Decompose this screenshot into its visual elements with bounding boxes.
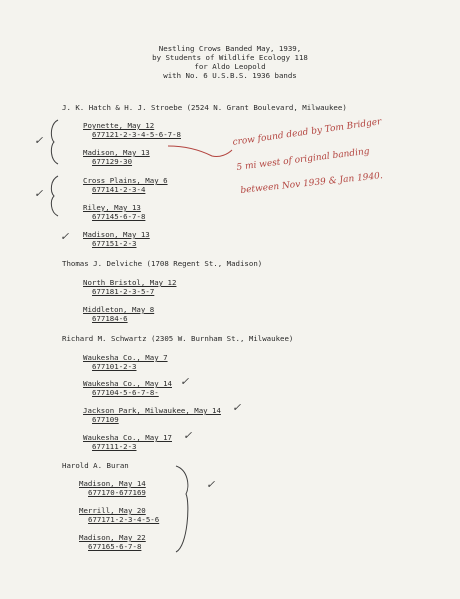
entry-place: Waukesha Co., May 7: [83, 353, 168, 362]
entry-bands: 677101-2-3: [92, 362, 137, 371]
title-line-2: by Students of Wildlife Ecology 118: [152, 53, 308, 62]
check-mark-icon: ✓: [206, 478, 216, 491]
entry-bands: 677184-6: [92, 314, 128, 323]
bracket-left-icon: [51, 120, 58, 164]
entry-bands: 677171-2-3-4-5-6: [88, 515, 160, 524]
entry-bands: 677181-2-3-5-7: [92, 287, 155, 296]
handwritten-note-line-1: crow found dead by Tom Bridger: [232, 117, 383, 148]
check-mark-icon: ✓: [60, 230, 70, 243]
entry-place: Merrill, May 20: [79, 506, 146, 515]
entry-bands: 677170-677169: [88, 488, 146, 497]
entry-place: Riley, May 13: [83, 203, 141, 212]
bander-name: Harold A. Buran: [62, 461, 129, 470]
entry-bands: 677129-30: [92, 157, 133, 166]
entry-bands: 677104-5-6-7-8-: [92, 388, 159, 397]
entry-place: Madison, May 22: [79, 533, 146, 542]
handwritten-note-line-3: between Nov 1939 & Jan 1940.: [240, 171, 384, 196]
entry-bands: 677141-2-3-4: [92, 185, 146, 194]
check-mark-icon: ✓: [34, 134, 44, 147]
bander-name: Richard M. Schwartz (2305 W. Burnham St., Milwaukee): [62, 334, 294, 343]
entry-bands: 677145-6-7-8: [92, 212, 146, 221]
entry-place: North Bristol, May 12: [83, 278, 177, 287]
entry-place: Madison, May 13: [83, 148, 150, 157]
check-mark-icon: ✓: [183, 429, 193, 442]
title-line-4: with No. 6 U.S.B.S. 1936 bands: [163, 71, 297, 80]
check-mark-icon: ✓: [180, 375, 190, 388]
entry-place: Waukesha Co., May 17: [83, 433, 172, 442]
title-line-1: Nestling Crows Banded May, 1939,: [158, 44, 302, 53]
bander-name: J. K. Hatch & H. J. Stroebe (2524 N. Grant Boulevard, Milwaukee): [62, 103, 347, 112]
entry-place: Madison, May 13: [83, 230, 150, 239]
entry-bands: 677109: [92, 415, 119, 424]
check-mark-icon: ✓: [232, 401, 242, 414]
title-line-3: for Aldo Leopold: [194, 62, 266, 71]
entry-place: Madison, May 14: [79, 479, 146, 488]
bander-name: Thomas J. Delviche (1708 Regent St., Madison): [62, 259, 263, 268]
entry-bands: 677111-2-3: [92, 442, 137, 451]
bracket-right-icon: [176, 466, 188, 552]
red-connector-line: [168, 146, 232, 157]
entry-place: Jackson Park, Milwaukee, May 14: [83, 406, 221, 415]
bracket-left-icon: [51, 176, 58, 216]
entry-bands: 677121-2-3-4-5-6-7-8: [92, 130, 181, 139]
entry-place: Middleton, May 8: [83, 305, 155, 314]
entry-place: Cross Plains, May 6: [83, 176, 168, 185]
entry-place: Waukesha Co., May 14: [83, 379, 172, 388]
entry-place: Poynette, May 12: [83, 121, 155, 130]
check-mark-icon: ✓: [34, 187, 44, 200]
entry-bands: 677151-2-3: [92, 239, 137, 248]
handwritten-note-line-2: 5 mi west of original banding: [236, 146, 371, 173]
entry-bands: 677165-6-7-8: [88, 542, 142, 551]
